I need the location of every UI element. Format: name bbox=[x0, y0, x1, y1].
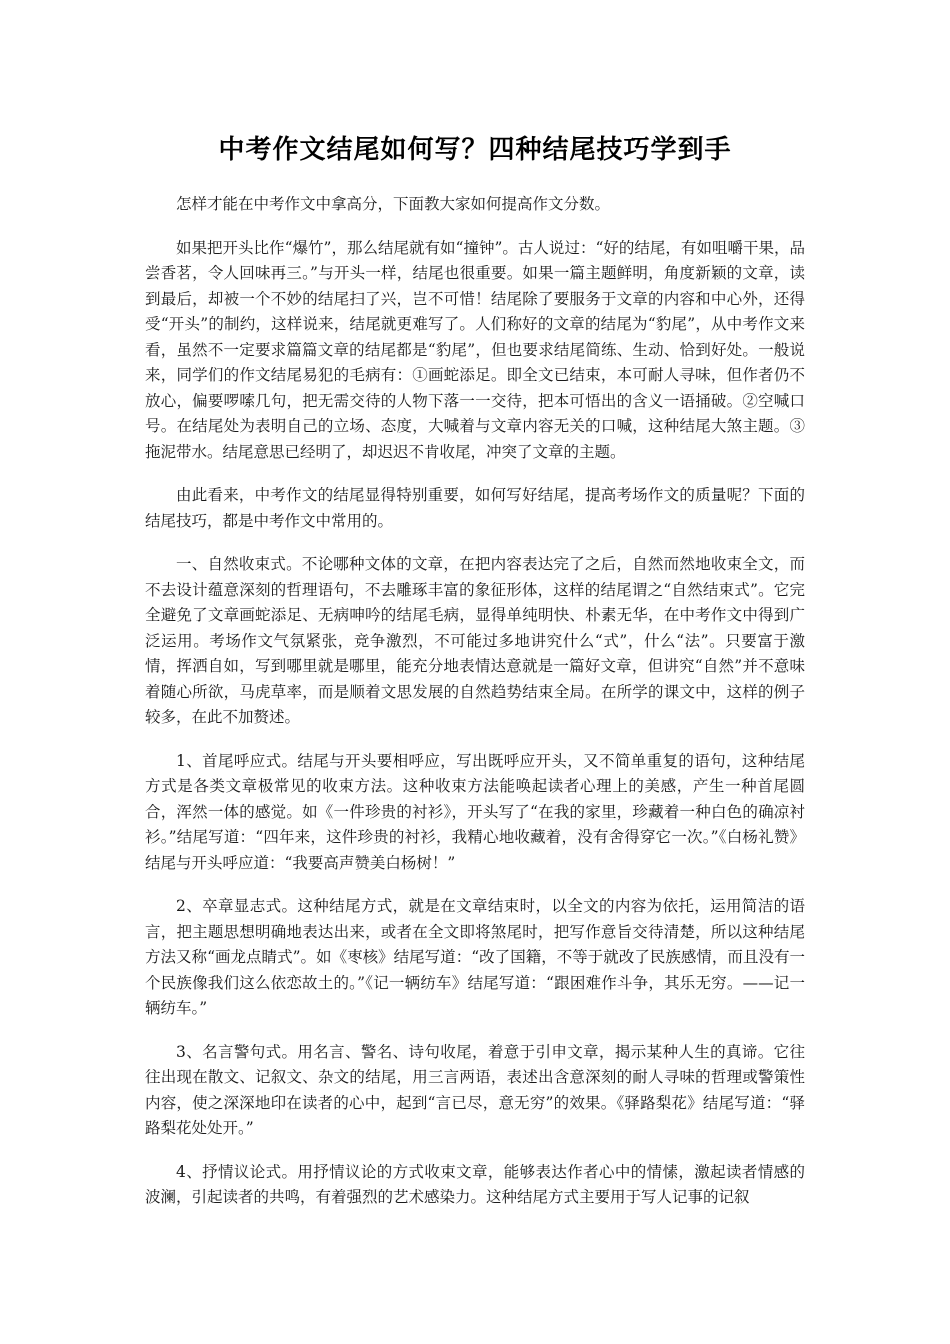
paragraph-quote-ending: 3、名言警句式。用名言、警名、诗句收尾，着意于引申文章，揭示某种人生的真谛。它往往出现在散文、记叙文、杂文的结尾，用三言两语，表述出含意深刻的耐人寻味的哲理或警策性内容，使之深深地印在读者的心中，起到“言已尽，意无穷”的效果。《驿路梨花》结尾写道：“驿路梨花处处开。” bbox=[145, 1042, 805, 1137]
paragraph-lyrical-ending: 4、抒情议论式。用抒情议论的方式收束文章，能够表达作者心中的情愫，激起读者情感的波澜，引起读者的共鸣，有着强烈的艺术感染力。这种结尾方式主要用于写人记事的记叙 bbox=[145, 1162, 805, 1206]
paragraph-intro: 怎样才能在中考作文中拿高分，下面教大家如何提高作文分数。 bbox=[176, 195, 611, 213]
paragraph-ending-importance: 如果把开头比作“爆竹”，那么结尾就有如“撞钟”。古人说过：“好的结尾，有如咀嚼干果，品尝香茗，令人回味再三。”与开头一样，结尾也很重要。如果一篇主题鲜明，角度新颖的文章，读到最后，却被一个不妙的结尾扫了兴，岂不可惜！结尾除了要服务于文章的内容和中心外，还得受“开头”的制约，这样说来，结尾就更难写了。人们称好的文章的结尾为“豹尾”，从中考作文来看，虽然不一定要求篇篇文章的结尾都是“豹尾”，但也要求结尾简练、生动、恰到好处。一般说来，同学们的作文结尾易犯的毛病有：①画蛇添足。即全文已结束，本可耐人寻味，但作者仍不放心，偏要啰嗦几句，把无需交待的人物下落一一交待，把本可悟出的含义一语捅破。②空喊口号。在结尾处为表明自己的立场、态度，大喊着与文章内容无关的口喊，这种结尾大煞主题。③拖泥带水。结尾意思已经明了，却迟迟不肯收尾，冲突了文章的主题。 bbox=[145, 238, 805, 461]
document-title: 中考作文结尾如何写？四种结尾技巧学到手 bbox=[218, 135, 732, 165]
paragraph-transition: 由此看来，中考作文的结尾显得特别重要，如何写好结尾，提高考场作文的质量呢？下面的结尾技巧，都是中考作文中常用的。 bbox=[145, 486, 805, 530]
paragraph-theme-ending: 2、卒章显志式。这种结尾方式，就是在文章结束时，以全文的内容为依托，运用简洁的语言，把主题思想明确地表达出来，或者在全文即将煞尾时，把写作意旨交待清楚，所以这种结尾方法又称“画龙点睛式”。如《枣核》结尾写道：“改了国籍，不等于就改了民族感情，而且没有一个民族像我们这么依恋故土的。”《记一辆纺车》结尾写道：“跟困难作斗争，其乐无穷。——记一辆纺车。” bbox=[145, 897, 805, 1017]
paragraph-echo-ending: 1、首尾呼应式。结尾与开头要相呼应，写出既呼应开头，又不简单重复的语句，这种结尾方式是各类文章极常见的收束方法。这种收束方法能唤起读者心理上的美感，产生一种首尾圆合，浑然一体的感觉。如《一件珍贵的衬衫》，开头写了“在我的家里，珍藏着一种白色的确凉衬衫。”结尾写道：“四年来，这件珍贵的衬衫，我精心地收藏着，没有舍得穿它一次。”《白杨礼赞》结尾与开头呼应道：“我要高声赞美白杨树！” bbox=[145, 751, 805, 872]
paragraph-natural-ending: 一、自然收束式。不论哪种文体的文章，在把内容表达完了之后，自然而然地收束全文，而不去设计蕴意深刻的哲理语句，不去雕琢丰富的象征形体，这样的结尾谓之“自然结束式”。它完全避免了文章画蛇添足、无病呻吟的结尾毛病，显得单纯明快、朴素无华，在中考作文中得到广泛运用。考场作文气氛紧张，竞争激烈，不可能过多地讲究什么“式”，什么“法”。只要富于激情，挥洒自如，写到哪里就是哪里，能充分地表情达意就是一篇好文章，但讲究“自然”并不意味着随心所欲，马虎草率，而是顺着文思发展的自然趋势结束全局。在所学的课文中，这样的例子较多，在此不加赘述。 bbox=[145, 555, 805, 726]
document-body bbox=[145, 192, 805, 1229]
